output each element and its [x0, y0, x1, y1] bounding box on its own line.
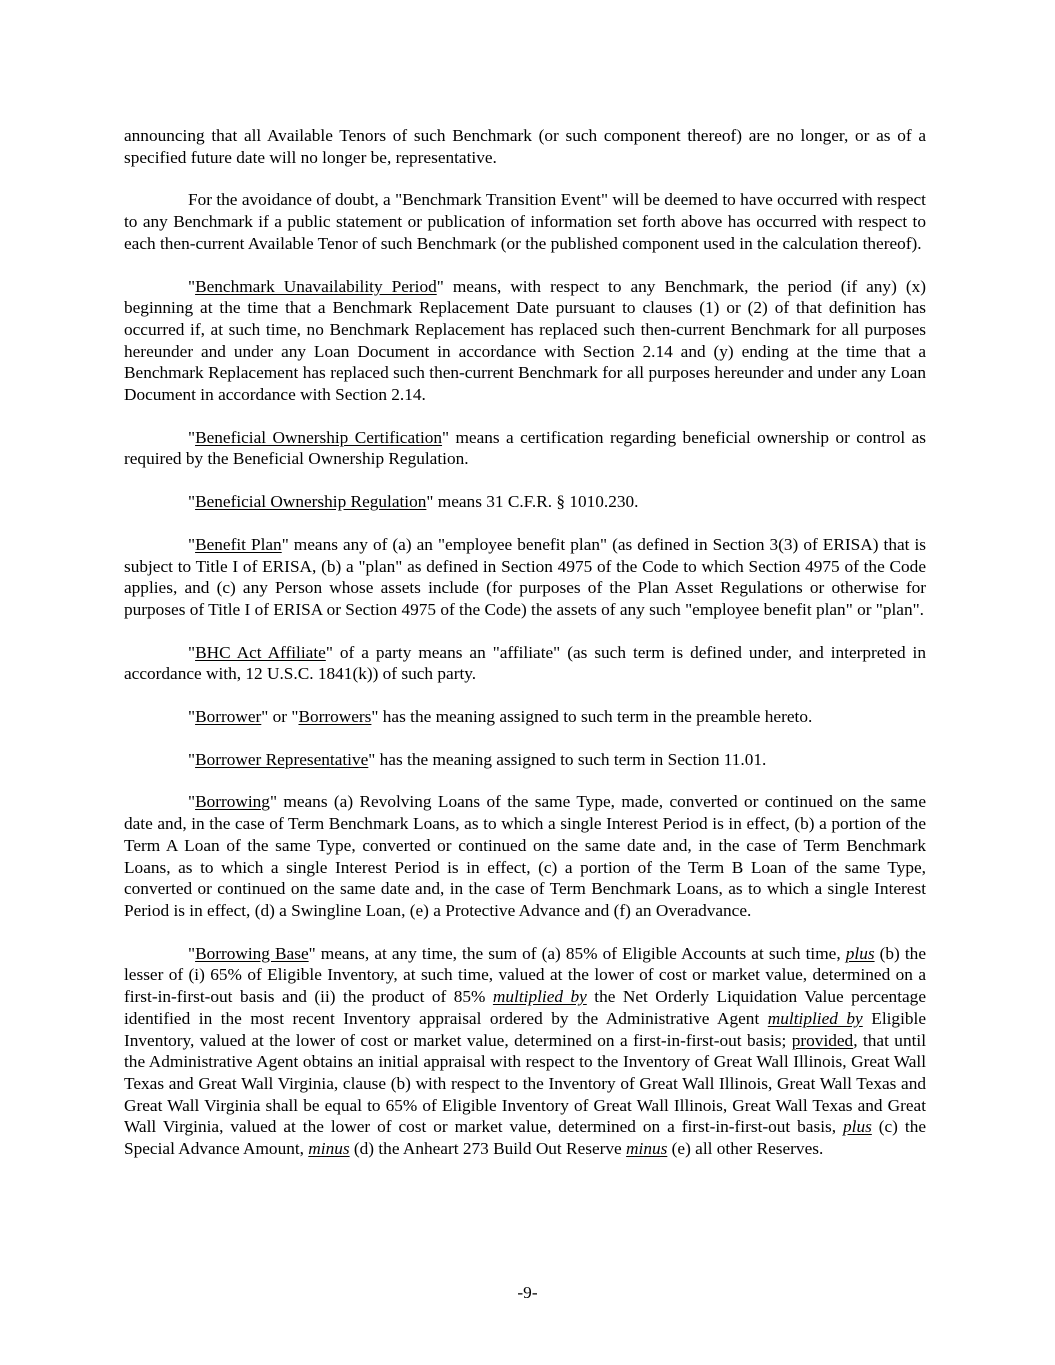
definition-bhc-act-affiliate: "BHC Act Affiliate" of a party means an "affiliate" (as such term is defined under, and interpreted in accordance with, 12 U.S.C. 1841(k)) of such party.: [124, 642, 926, 684]
definition-borrowing: "Borrowing" means (a) Revolving Loans of the same Type, made, converted or continued on the same date and, in the case of Term Benchmark Loans, as to which a single Interest Period is in effect, (b) a portion of the Term A Loan of the same Type, converted or continued on the same date and, in the case of Term Benchmark Loans, as to which a single Interest Period is in effect, (c) a portion of the Term B Loan of the same Type, converted or continued on the same date and, in the case of Term Benchmark Loans, as to which a single Interest Period is in effect, (d) a Swingline Loan, (e) a Protective Advance and (f) an Overadvance.: [124, 792, 926, 920]
definition-borrower: "Borrower" or "Borrowers" has the meaning assigned to such term in the preamble hereto.: [188, 707, 813, 727]
emphasis-multiplied-by: multiplied by: [767, 1008, 863, 1028]
emphasis-minus: minus: [626, 1139, 668, 1159]
definition-borrower-representative: "Borrower Representative" has the meaning assigned to such term in Section 11.01.: [188, 749, 767, 769]
defined-term: Beneficial Ownership Regulation: [195, 492, 427, 512]
emphasis-provided: provided: [791, 1030, 854, 1050]
document-body: [124, 125, 926, 1181]
definition-borrowing-base: "Borrowing Base" means, at any time, the sum of (a) 85% of Eligible Accounts at such time, plus (b) the lesser of (i) 65% of Eligible Inventory, at such time, valued at the lower of cost or market value, determined on a first-in-first-out basis and (ii) the product of 85% multiplied by the Net Orderly Liquidation Value percentage identified in the most recent Inventory appraisal ordered by the Administrative Agent multiplied by Eligible Inventory, valued at the lower of cost or market value, determined on a first-in-first-out basis; provided, that until the Administrative Agent obtains an initial appraisal with respect to the Inventory of Great Wall Illinois, Great Wall Texas and Great Wall Virginia, clause (b) with respect to the Inventory of Great Wall Illinois, Great Wall Texas and Great Wall Virginia shall be equal to 65% of Eligible Inventory of Great Wall Illinois, Great Wall Texas and Great Wall Virginia, valued at the lower of cost or market value, determined on a first-in-first-out basis, plus (c) the Special Advance Amount, minus (d) the Anheart 273 Build Out Reserve minus (e) all other Reserves.: [124, 943, 927, 1159]
defined-term: Beneficial Ownership Certification: [195, 427, 443, 447]
emphasis-minus: minus: [308, 1139, 350, 1159]
defined-term: Borrower: [195, 707, 262, 727]
emphasis-plus: plus: [845, 943, 875, 963]
definition-benefit-plan: "Benefit Plan" means any of (a) an "employee benefit plan" (as defined in Section 3(3) of ERISA) that is subject to Title I of ERISA, (b) a "plan" as defined in Section 4975 of the Code to which Section 4975 of the Code applies, and (c) any Person whose assets include (for purposes of the Plan Asset Regulations or otherwise for purposes of Title I of ERISA or Section 4975 of the Code) the assets of any such "employee benefit plan" or "plan".: [124, 534, 926, 619]
defined-term: Borrowers: [298, 707, 372, 727]
emphasis-plus: plus: [843, 1117, 872, 1137]
defined-term: Benefit Plan: [195, 534, 282, 554]
paragraph-avoidance-of-doubt: For the avoidance of doubt, a "Benchmark Transition Event" will be deemed to have occurred with respect to any Benchmark if a public statement or publication of information set forth above has occurred with respect to each then-current Available Tenor of such Benchmark (or the published component used in the calculation thereof).: [124, 190, 926, 253]
definition-beneficial-ownership-regulation: "Beneficial Ownership Regulation" means 31 C.F.R. § 1010.230.: [188, 492, 639, 512]
definition-benchmark-unavailability-period: "Benchmark Unavailability Period" means, with respect to any Benchmark, the period (if any) (x) beginning at the time that a Benchmark Replacement Date pursuant to clauses (1) or (2) of that definition has occurred if, at such time, no Benchmark Replacement has replaced such then-current Benchmark for all purposes hereunder and under any Loan Document in accordance with Section 2.14 and (y) ending at the time that a Benchmark Replacement has replaced such then-current Benchmark for all purposes hereunder and under any Loan Document in accordance with Section 2.14.: [124, 276, 926, 405]
emphasis-multiplied-by: multiplied by: [492, 987, 587, 1007]
paragraph-continuation: announcing that all Available Tenors of such Benchmark (or such component thereof) are no longer, or as of a specified future date will no longer be, representative.: [124, 126, 926, 167]
defined-term: Borrowing Base: [195, 943, 309, 963]
definition-beneficial-ownership-certification: "Beneficial Ownership Certification" means a certification regarding beneficial ownership or control as required by the Beneficial Ownership Regulation.: [124, 427, 926, 469]
page-number: -9-: [517, 1283, 538, 1302]
defined-term: Borrowing: [195, 792, 270, 812]
defined-term: BHC Act Affiliate: [195, 642, 326, 662]
defined-term: Benchmark Unavailability Period: [195, 276, 437, 296]
defined-term: Borrower Representative: [195, 749, 369, 769]
